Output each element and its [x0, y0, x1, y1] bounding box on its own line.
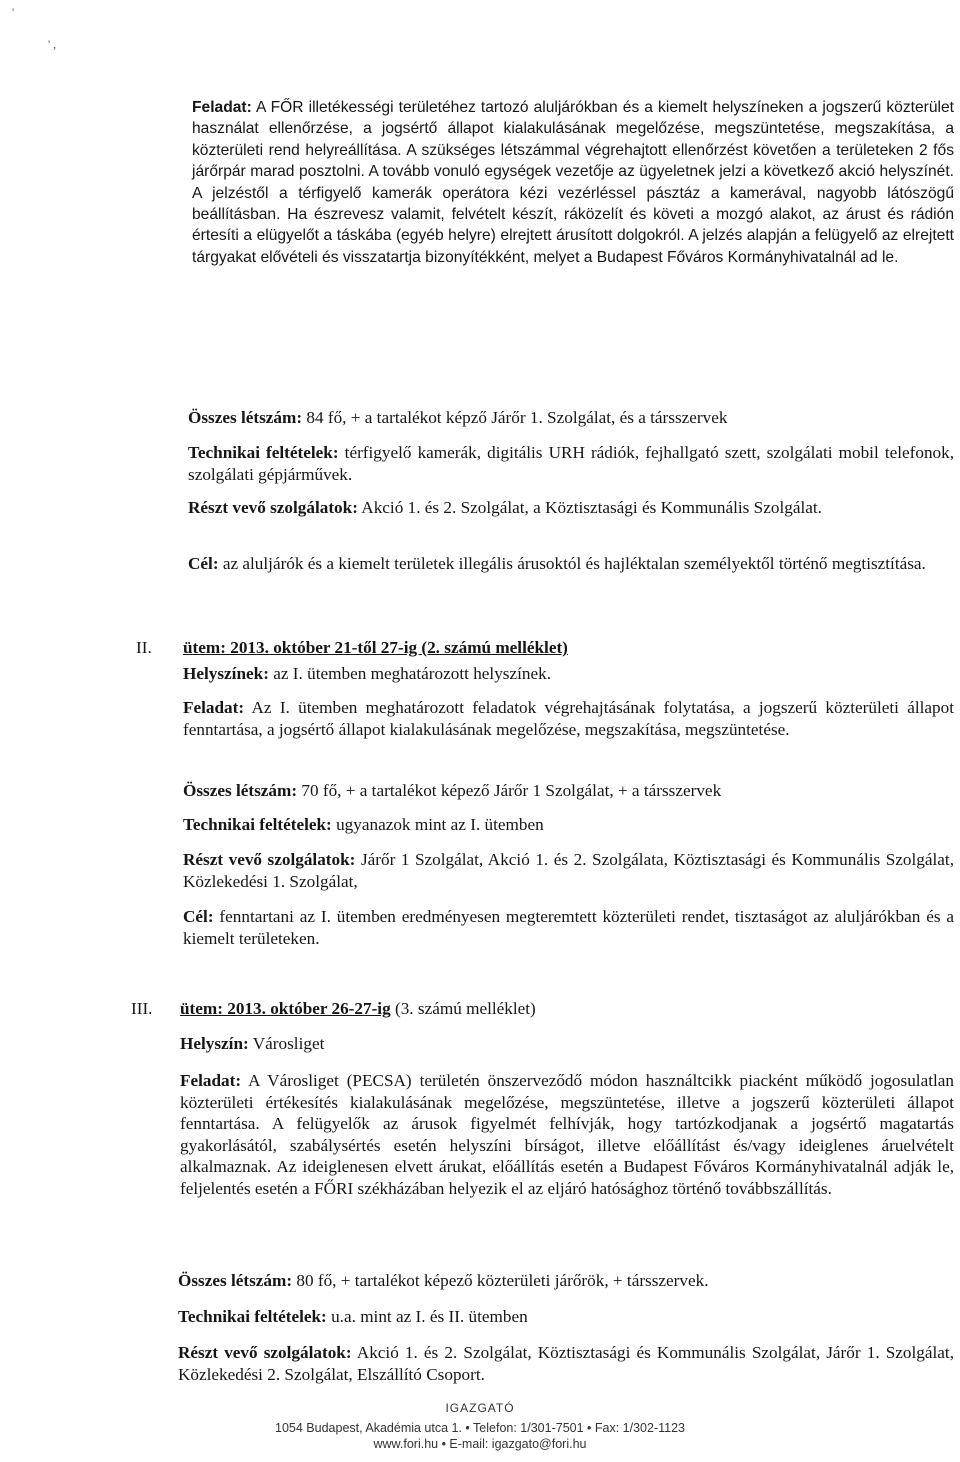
cel-text: fenntartani az I. ütemben eredményesen megteremtett közterületi rendet, tisztaságot az aluljárókban és a kiemelt területeken. — [183, 907, 955, 948]
reszt-text: Akció 1. és 2. Szolgálat, a Köztisztasági és Kommunális Szolgálat. — [361, 498, 822, 517]
section-3-heading — [180, 998, 536, 1020]
feladat-text: A FŐR illetékességi területéhez tartozó aluljárókban és a kiemelt helyszíneken a jogszerű közterület használat ellenőrzése, a jogsértő állapot kialakulásának megelőzése, megszüntetése, megszakítása, a közterületi rend helyreállítása. A szükséges létszámmal végrehajtott ellenőrzést követően a területeken 2 fős járőrpár marad posztolni. A tovább vonuló egységek vezetője az ügyeletnek jelzi a következő akció helyszínét. A jelzéstől a térfigyelő kamerák operátora kézi vezérléssel pásztáz a kamerával, nagyobb látószögű beállításban. Ha észrevesz valamit, felvételt készít, ráközelít és követi a mozgó alakot, az árust és rádión értesíti a elügyelőt a táskába (egyéb helyre) elrejtett árusított dolgokról. A jelzés alapján a felügyelő az elrejtett tárgyakat elővételi és visszatartja bizonyítékként, melyet a Budapest Főváros Kormányhivatalnál ad le. — [192, 99, 954, 266]
footer-address: 1054 Budapest, Akadémia utca 1. • Telefon: 1/301-7501 • Fax: 1/302-1123 — [275, 1420, 685, 1435]
feladat-label: Feladat: — [180, 1071, 242, 1090]
footer-web: www.fori.hu • E-mail: igazgato@fori.hu — [373, 1436, 587, 1451]
section-2-cel — [183, 906, 954, 949]
osszes-label: Összes létszám: — [188, 408, 303, 427]
section-3-heading-text: ütem: 2013. október 26-27-ig — [180, 999, 391, 1018]
cel-label: Cél: — [183, 907, 214, 926]
feladat-text: Az I. ütemben meghatározott feladatok végrehajtásának folytatása, a jogszerű közterületi állapot fenntartása, a jogsértő állapot kialakulásának megelőzése, megszakítása, megszüntetése. — [183, 698, 955, 739]
section-2-reszt — [183, 849, 954, 892]
osszes-text: 84 fő, + a tartalékot képző Járőr 1. Szolgálat, és a társszervek — [306, 408, 728, 427]
section-2-feladat — [183, 697, 954, 740]
section-3-heading-rest: (3. számú melléklet) — [390, 999, 536, 1018]
section-3-osszes — [178, 1270, 954, 1292]
reszt-label: Részt vevő szolgálatok: — [178, 1343, 352, 1362]
osszes-text: 70 fő, + a tartalékot képező Járőr 1 Szolgálat, + a társszervek — [301, 781, 722, 800]
intro-technikai-paragraph — [188, 442, 954, 485]
technikai-label: Technikai feltételek: — [188, 443, 339, 462]
corner-mark: ' , — [48, 37, 57, 51]
section-2-osszes — [183, 780, 954, 802]
reszt-text: Járőr 1 Szolgálat, Akció 1. és 2. Szolgálata, Köztisztasági és Kommunális Szolgálat, Közlekedési 1. Szolgálat, — [183, 850, 954, 891]
section-2-heading — [183, 637, 568, 659]
reszt-label: Részt vevő szolgálatok: — [183, 850, 356, 869]
section-3-helyszin — [180, 1033, 954, 1055]
cel-text: az aluljárók és a kiemelt területek illegális árusoktól és hajléktalan személyektől történő megtisztítása. — [222, 554, 926, 573]
technikai-text: ugyanazok mint az I. ütemben — [336, 815, 544, 834]
reszt-label: Részt vevő szolgálatok: — [188, 498, 358, 517]
feladat-text: A Városliget (PECSA) területén önszerveződő módon használtcikk piacként működő jogosulatlan közterületi értékesítés kialakulásának megelőzése, megszüntetése, illetve a jogszerű közterületi állapot fenntartása. A felügyelők az árusok figyelmét felhívják, hogy tartózkodjanak a jogsértő magatartás gyakorlásától, szabálysértés esetén helyszíni bírságot, illetve előállítást és/vagy ideiglenes áruelvételt alkalmaznak. Az ideiglenesen elvett árukat, előállítás esetén a Budapest Főváros Kormányhivatalnál adják le, feljelentés esetén a FŐRI székházában helyezik el az eljáró hatósághoz történő továbbszállítás. — [180, 1071, 954, 1198]
technikai-label: Technikai feltételek: — [183, 815, 332, 834]
osszes-label: Összes létszám: — [178, 1271, 293, 1290]
feladat-label: Feladat: — [183, 698, 245, 717]
section-2-helyszinek — [183, 663, 954, 685]
footer-org: IGAZGATÓ — [445, 1401, 515, 1415]
section-2-number: II. — [136, 638, 152, 657]
section-3-feladat — [180, 1070, 954, 1200]
section-2-technikai — [183, 814, 954, 836]
section-3-number: III. — [131, 999, 153, 1018]
intro-cel-paragraph — [188, 553, 954, 575]
technikai-text: térfigyelő kamerák, digitális URH rádiók, fejhallgató szett, szolgálati mobil telefonok, szolgálati gépjárművek. — [188, 443, 955, 484]
helyszinek-label: Helyszínek: — [183, 664, 269, 683]
technikai-label: Technikai feltételek: — [178, 1307, 327, 1326]
section-2-heading-text: ütem: 2013. október 21-től 27-ig (2. számú melléklet) — [183, 638, 568, 657]
footer — [0, 1398, 960, 1452]
osszes-label: Összes létszám: — [183, 781, 298, 800]
intro-feladat-paragraph — [192, 97, 954, 268]
reszt-text: Akció 1. és 2. Szolgálat, Köztisztasági és Kommunális Szolgálat, Járőr 1. Szolgálat, Közlekedési 2. Szolgálat, Elszállító Csoport. — [178, 1343, 954, 1384]
section-3-technikai — [178, 1306, 954, 1328]
osszes-text: 80 fő, + tartalékot képező közterületi járőrök, + társszervek. — [296, 1271, 709, 1290]
helyszinek-text: az I. ütemben meghatározott helyszínek. — [273, 664, 551, 683]
intro-osszes-paragraph — [188, 407, 954, 429]
section-3-reszt — [178, 1342, 954, 1385]
feladat-label: Feladat: — [192, 99, 252, 116]
corner-mark: ' — [12, 5, 15, 19]
cel-label: Cél: — [188, 554, 219, 573]
intro-reszt-paragraph — [188, 497, 954, 519]
helyszin-text: Városliget — [252, 1034, 325, 1053]
helyszin-label: Helyszín: — [180, 1034, 249, 1053]
technikai-text: u.a. mint az I. és II. ütemben — [331, 1307, 528, 1326]
